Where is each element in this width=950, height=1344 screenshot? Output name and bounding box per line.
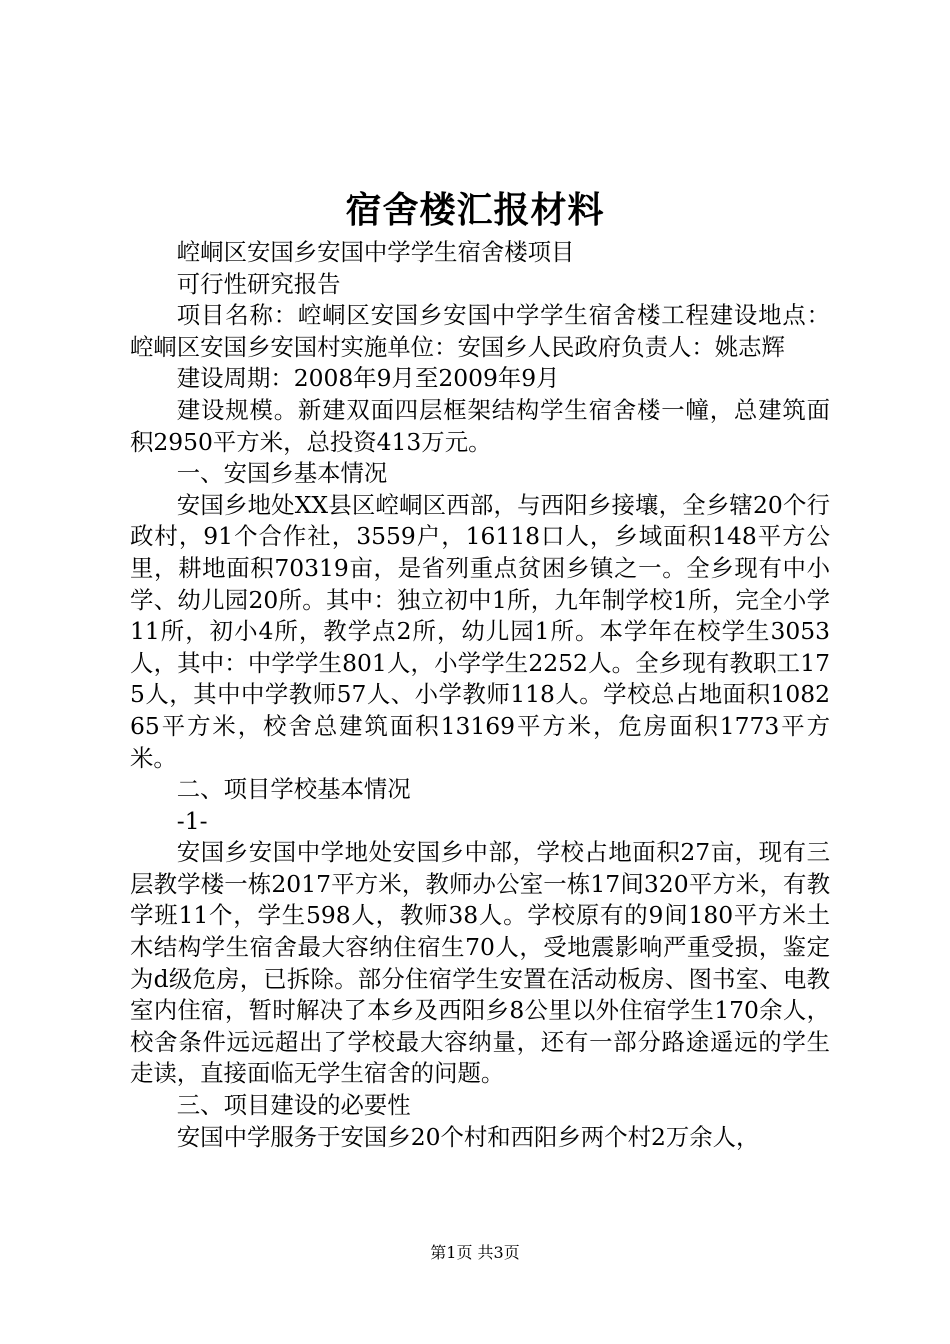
section-heading-2: 二、项目学校基本情况 [176,775,411,804]
paragraph-township-overview: 安国乡地处XX县区崆峒区西部，与西阳乡接壤，全乡辖20个行政村，91个合作社，3559户，16118口人，乡域面积148平方公里，耕地面积70319亩，是省列重点贫困乡镇之一。全乡现有中小学、幼儿园20所。其中：独立初中1所，九年制学校1所，完全小学11所，初小4所，教学点2所，幼儿园1所。本学年在校学生3053人，其中：中学学生801人，小学学生2252人。全乡现有教职工175人，其中中学教师57人、小学教师118人。学校总占地面积108265平方米，校舍总建筑面积13169平方米，危房面积1773平方米。 [130,490,830,772]
section-heading-3: 三、项目建设的必要性 [176,1091,411,1120]
document-title: 宿舍楼汇报材料 [345,189,605,231]
paragraph-report-type: 可行性研究报告 [176,269,341,298]
paragraph-construction-scale: 建设规模。新建双面四层框架结构学生宿舍楼一幢，总建筑面积2950平方米，总投资413万元。 [130,395,830,456]
paragraph-school-overview: 安国乡安国中学地处安国乡中部，学校占地面积27亩，现有三层教学楼一栋2017平方米，教师办公室一栋17间320平方米，有教学班11个，学生598人，教师38人。学校原有的9间180平方米土木结构学生宿舍最大容纳住宿生70人，受地震影响严重受损，鉴定为d级危房，已拆除。部分住宿学生安置在活动板房、图书室、电教室内住宿，暂时解决了本乡及西阳乡8公里以外住宿学生170余人，校舍条件远远超出了学校最大容纳量，还有一部分路途遥远的学生走读，直接面临无学生宿舍的问题。 [130,838,830,1088]
section-heading-1: 一、安国乡基本情况 [176,459,388,488]
paragraph-necessity: 安国中学服务于安国乡20个村和西阳乡两个村2万余人， [176,1122,760,1151]
document-body [130,237,830,1153]
paragraph-project-name: 崆峒区安国乡安国中学学生宿舍楼项目 [176,238,575,266]
paragraph-construction-period: 建设周期：2008年9月至2009年9月 [176,364,560,393]
paragraph-project-info: 项目名称：崆峒区安国乡安国中学学生宿舍楼工程建设地点：崆峒区安国乡安国村实施单位：安国乡人民政府负责人：姚志辉 [130,301,830,361]
inline-page-marker: -1- [176,806,208,835]
page-footer: 第1页 共3页 [430,1243,520,1262]
